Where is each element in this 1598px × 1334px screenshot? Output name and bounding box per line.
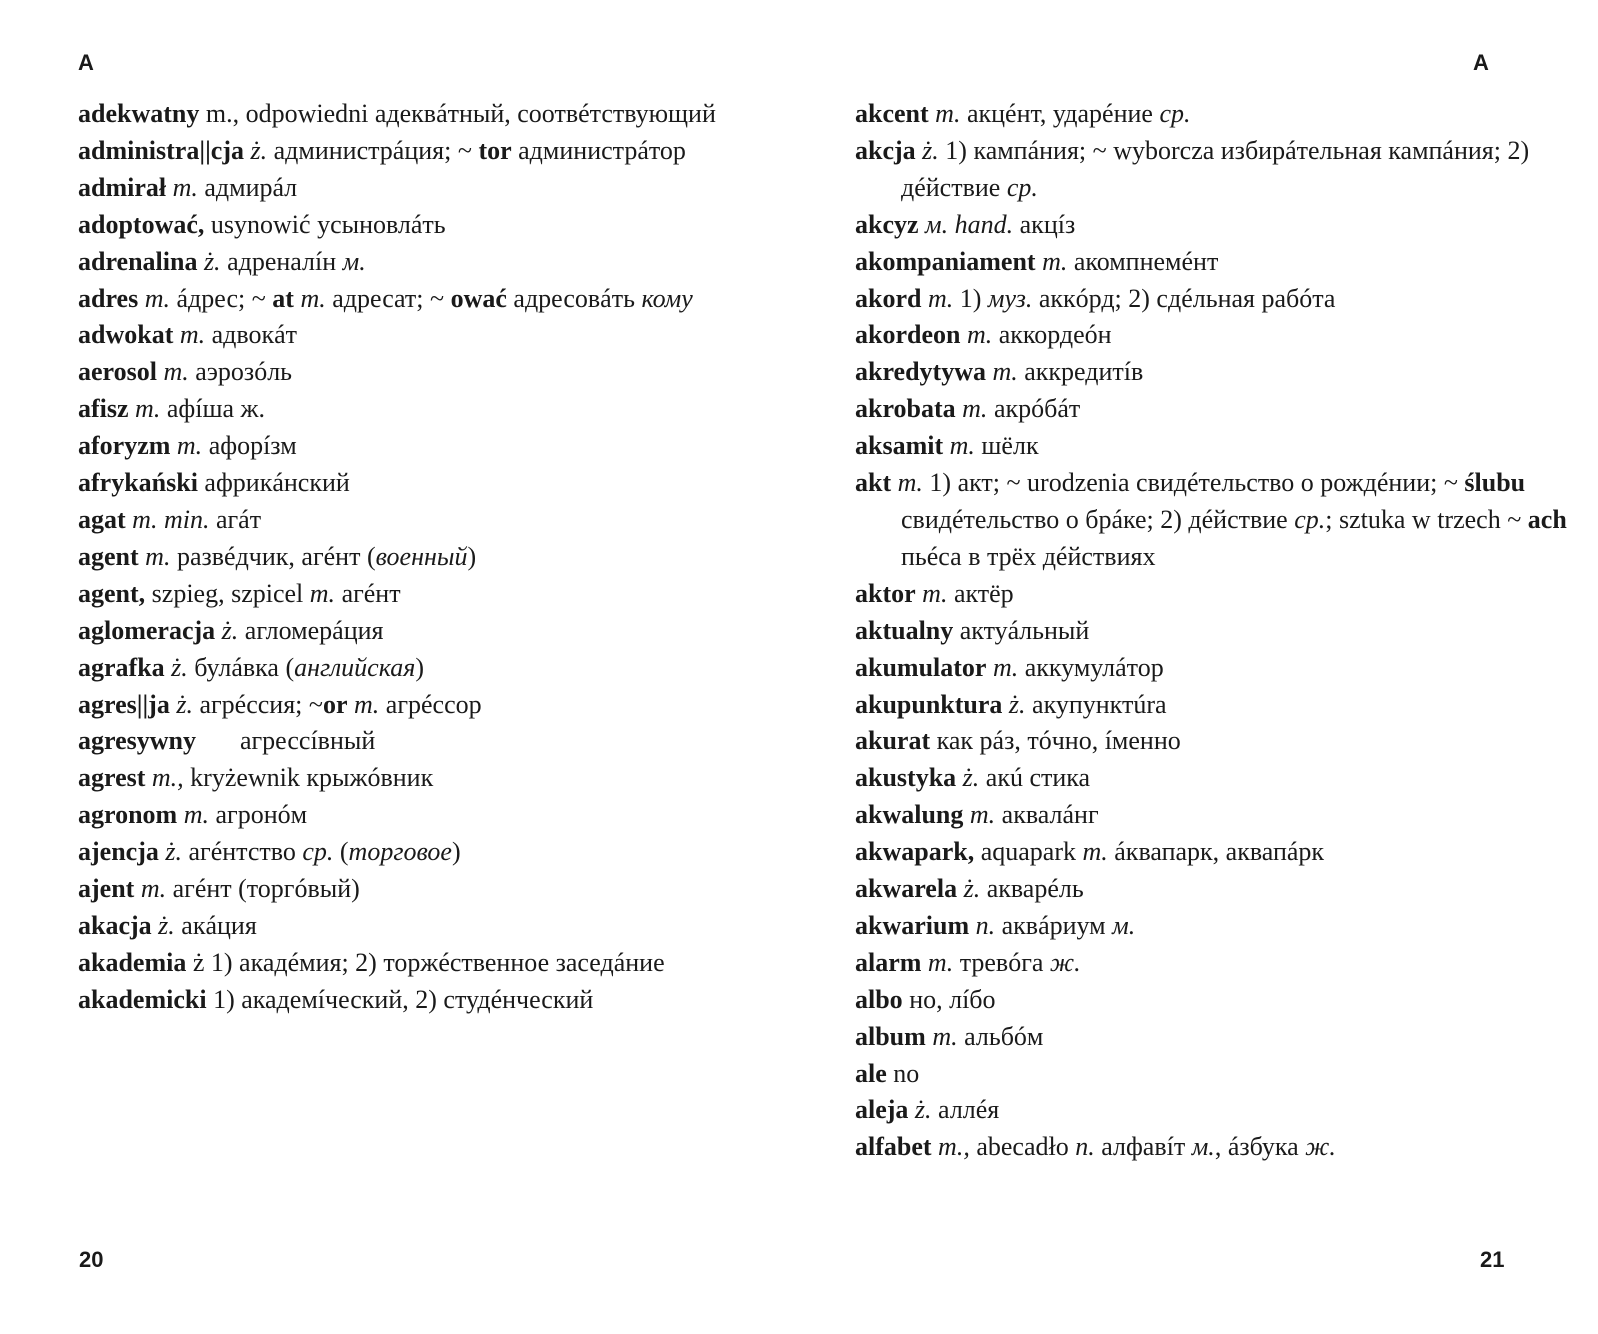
- grammar-label: ż.: [914, 1095, 932, 1125]
- grammar-label: м. hand.: [925, 209, 1014, 239]
- dictionary-entry: [78, 170, 768, 207]
- right-entries-list: [855, 96, 1575, 1166]
- headword: tor: [478, 135, 512, 165]
- translation-text: адвокáт: [205, 320, 298, 350]
- headword: akwalung: [855, 800, 964, 830]
- grammar-label: m. min.: [132, 504, 210, 534]
- translation-text: шёлк: [974, 431, 1039, 461]
- translation-text: агрéссия; ~: [192, 689, 323, 719]
- translation-text: агронóм: [208, 800, 308, 830]
- grammar-label: торговое: [348, 837, 452, 867]
- headword: akumulator: [855, 652, 987, 682]
- headword: akredytywa: [855, 357, 986, 387]
- headword: or: [322, 689, 348, 719]
- headword: akordeon: [855, 320, 961, 350]
- translation-text: администрáция; ~: [267, 135, 479, 165]
- grammar-label: m.: [932, 1021, 958, 1051]
- dictionary-entry: [855, 797, 1575, 834]
- translation-text: аэрозóль: [188, 357, 293, 387]
- dictionary-entry: [78, 908, 768, 945]
- translation-text: szpieg, szpicel: [145, 578, 310, 608]
- translation-text: 1) кампáния; ~ wyborcza избирáтельная кампáния; 2) дéйствие: [901, 135, 1530, 202]
- headword: aksamit: [855, 431, 944, 461]
- dictionary-entry: [78, 502, 768, 539]
- translation-text: ): [467, 541, 477, 571]
- right-page-number: 21: [1480, 1247, 1505, 1272]
- translation-text: аккредитíв: [1017, 357, 1144, 387]
- grammar-label: ж.: [1305, 1132, 1336, 1162]
- dictionary-entry: [855, 834, 1575, 871]
- headword: alarm: [855, 947, 922, 977]
- translation-text: аллéя: [931, 1095, 1000, 1125]
- dictionary-entry: [78, 391, 768, 428]
- translation-text: 1) акт; ~ urodzenia свидéтельство о рождéнии; ~: [922, 468, 1465, 498]
- translation-text: акцíз: [1013, 209, 1076, 239]
- translation-text: агломерáция: [238, 615, 384, 645]
- translation-text: развéдчик, агéнт (: [170, 541, 376, 571]
- dictionary-entry: [855, 687, 1575, 724]
- translation-text: акцéнт, ударéние: [960, 99, 1160, 128]
- dictionary-entry: [855, 650, 1575, 687]
- grammar-label: m.: [172, 172, 198, 202]
- grammar-label: m.: [992, 357, 1018, 387]
- dictionary-entry: [855, 391, 1575, 428]
- grammar-label: m.: [927, 947, 954, 977]
- dictionary-entry: [855, 465, 1575, 576]
- translation-text: но, лíбо: [902, 984, 996, 1014]
- grammar-label: м.: [1191, 1132, 1215, 1162]
- grammar-label: ż.: [165, 837, 182, 867]
- dictionary-entry: [78, 354, 768, 391]
- dictionary-entry: [855, 354, 1575, 391]
- headword: aforyzm: [78, 431, 171, 461]
- dictionary-entry: [855, 723, 1575, 760]
- left-header-letter: A: [78, 50, 94, 75]
- dictionary-entry: [78, 650, 768, 687]
- right-page: [790, 0, 1598, 1334]
- translation-text: адресовáть: [506, 283, 642, 313]
- translation-text: kryżewnik крыжóвник: [183, 763, 434, 793]
- translation-text: аккордеóн: [992, 320, 1112, 350]
- grammar-label: m.: [922, 578, 948, 608]
- grammar-label: ż.: [922, 135, 939, 165]
- translation-text: агéнт: [335, 578, 401, 608]
- headword: agrafka: [78, 652, 165, 682]
- dictionary-entry: [855, 982, 1575, 1019]
- headword: ale: [855, 1058, 887, 1088]
- grammar-label: m.: [176, 431, 203, 461]
- translation-text: áдрес; ~: [169, 283, 273, 313]
- dictionary-entry: [78, 982, 768, 1019]
- headword: akt: [855, 468, 892, 498]
- dictionary-entry: [78, 96, 768, 133]
- grammar-label: ż.: [158, 910, 175, 940]
- translation-text: акáция: [174, 910, 257, 940]
- grammar-label: m.: [183, 800, 209, 830]
- grammar-label: m.: [135, 394, 161, 424]
- grammar-label: ср.: [1159, 99, 1191, 128]
- grammar-label: m.: [935, 99, 961, 128]
- grammar-label: ж.: [1049, 947, 1081, 977]
- translation-text: африкáнский: [197, 468, 350, 498]
- headword: agent: [78, 541, 139, 571]
- translation-text: актёр: [947, 578, 1014, 608]
- headword: akurat: [855, 726, 931, 756]
- headword: akcyz: [855, 209, 919, 239]
- dictionary-entry: [78, 760, 768, 797]
- right-header-letter: A: [1473, 50, 1489, 75]
- dictionary-entry: [855, 613, 1575, 650]
- dictionary-entry: [78, 687, 768, 724]
- dictionary-entry: [855, 576, 1575, 613]
- grammar-label: m.: [145, 541, 171, 571]
- headword: adoptować,: [78, 209, 205, 239]
- grammar-label: ż.: [176, 689, 193, 719]
- grammar-label: ср.: [302, 837, 334, 867]
- translation-text: no: [886, 1058, 920, 1088]
- dictionary-entry: [78, 244, 768, 281]
- headword: akord: [855, 283, 922, 313]
- grammar-label: n.: [975, 910, 996, 940]
- headword: afrykański: [78, 468, 198, 498]
- translation-text: аккóрд; 2) сдéльная рабóта: [1032, 283, 1336, 313]
- dictionary-entry: [78, 834, 768, 871]
- headword: aleja: [855, 1095, 909, 1125]
- dictionary-entry: [855, 1019, 1575, 1056]
- translation-text: 1): [953, 283, 988, 313]
- grammar-label: m.: [969, 800, 996, 830]
- headword: agronom: [78, 800, 178, 830]
- translation-text: альбóм: [957, 1021, 1044, 1051]
- headword: akustyka: [855, 763, 957, 793]
- grammar-label: ср.: [1294, 504, 1326, 534]
- translation-text: m., odpowiedni адеквáтный, соотвéтствующий: [199, 99, 716, 128]
- grammar-label: m.: [962, 394, 988, 424]
- dictionary-entry: [855, 244, 1575, 281]
- dictionary-entry: [855, 207, 1575, 244]
- translation-text: агрéссор: [379, 689, 482, 719]
- dictionary-entry: [855, 428, 1575, 465]
- translation-text: актуáльный: [953, 615, 1090, 645]
- translation-text: ż 1) акадéмия; 2) торжéственное заседáние: [186, 947, 665, 977]
- grammar-label: ż.: [250, 135, 268, 165]
- grammar-label: m.,: [151, 763, 184, 793]
- translation-text: ): [451, 837, 461, 867]
- dictionary-entry: [78, 465, 768, 502]
- dictionary-entry: [855, 1129, 1575, 1166]
- translation-text: булáвка (: [187, 652, 295, 682]
- grammar-label: муз.: [987, 283, 1033, 313]
- dictionary-entry: [78, 133, 768, 170]
- headword: aktor: [855, 578, 916, 608]
- translation-text: ; sztuka w trzech ~: [1325, 504, 1528, 534]
- translation-text: 1) академíческий, 2) студéнческий: [206, 984, 594, 1014]
- translation-text: афíша ж.: [160, 394, 265, 424]
- headword: aktualny: [855, 615, 954, 645]
- grammar-label: ż.: [203, 246, 221, 276]
- translation-text: акú стика: [979, 763, 1091, 793]
- translation-text: áквапарк, аквапáрк: [1107, 837, 1325, 867]
- translation-text: акрóбáт: [987, 394, 1081, 424]
- headword: adekwatny: [78, 99, 200, 128]
- translation-text: алфавíт: [1094, 1132, 1192, 1162]
- headword: adwokat: [78, 320, 174, 350]
- headword: at: [272, 283, 294, 313]
- headword: akwarela: [855, 874, 958, 904]
- headword: admirał: [78, 172, 167, 202]
- translation-text: адресат; ~: [325, 283, 451, 313]
- dictionary-entry: [855, 281, 1575, 318]
- dictionary-entry: [78, 871, 768, 908]
- headword: adres: [78, 283, 139, 313]
- grammar-label: ср.: [1006, 172, 1038, 202]
- translation-text: акомпнемéнт: [1067, 246, 1219, 276]
- translation-text: акупунктúra: [1025, 689, 1167, 719]
- left-entries-list: [78, 96, 768, 1019]
- headword: ować: [450, 283, 507, 313]
- dictionary-entry: [78, 317, 768, 354]
- grammar-label: n.: [1075, 1132, 1095, 1162]
- headword: album: [855, 1021, 926, 1051]
- headword: akupunktura: [855, 689, 1003, 719]
- translation-text: , áзбука: [1214, 1132, 1306, 1162]
- grammar-label: m.: [897, 468, 923, 498]
- headword: akademia: [78, 947, 187, 977]
- translation-text: агéнт (торгóвый): [166, 874, 360, 904]
- grammar-label: английская: [294, 652, 416, 682]
- translation-text: аккумулáтор: [1018, 652, 1164, 682]
- headword: agres||ja: [78, 689, 170, 719]
- dictionary-entry: [78, 723, 768, 760]
- dictionary-entry: [78, 281, 768, 318]
- headword: agat: [78, 504, 126, 534]
- headword: agent,: [78, 578, 146, 608]
- left-page-number: 20: [79, 1247, 104, 1272]
- grammar-label: m.: [309, 578, 336, 608]
- dictionary-entry: [855, 1092, 1575, 1129]
- dictionary-entry: [78, 797, 768, 834]
- grammar-label: m.: [1042, 246, 1068, 276]
- grammar-label: m.: [163, 357, 189, 387]
- translation-text: агéнтство: [181, 837, 303, 867]
- grammar-label: кому: [641, 283, 693, 313]
- grammar-label: ż.: [962, 763, 980, 793]
- grammar-label: m.: [992, 652, 1019, 682]
- grammar-label: m.: [1082, 837, 1108, 867]
- translation-text: аквалáнг: [995, 800, 1099, 830]
- grammar-label: ż.: [171, 652, 188, 682]
- translation-text: usynowić усыновлáть: [204, 209, 446, 239]
- grammar-label: m.,: [938, 1132, 970, 1162]
- dictionary-entry: [855, 317, 1575, 354]
- headword: alfabet: [855, 1132, 932, 1162]
- dictionary-entry: [78, 613, 768, 650]
- dictionary-entry: [78, 539, 768, 576]
- grammar-label: m.: [144, 283, 170, 313]
- headword: administra||cja: [78, 135, 244, 165]
- dictionary-entry: [855, 945, 1575, 982]
- headword: agrest: [78, 763, 146, 793]
- translation-text: тревóга: [953, 947, 1050, 977]
- headword: akcja: [855, 135, 916, 165]
- translation-text: адреналíн: [220, 246, 343, 276]
- translation-text: aquapark: [974, 837, 1083, 867]
- translation-text: ): [415, 652, 424, 682]
- dictionary-entry: [78, 576, 768, 613]
- dictionary-entry: [855, 1056, 1575, 1093]
- headword: ajent: [78, 874, 135, 904]
- headword: akacja: [78, 910, 152, 940]
- translation-text: администрáтор: [511, 135, 686, 165]
- translation-text: (: [333, 837, 349, 867]
- headword: albo: [855, 984, 903, 1014]
- headword: akcent: [855, 99, 929, 128]
- dictionary-entry: [855, 96, 1575, 133]
- grammar-label: m.: [354, 689, 380, 719]
- dictionary-entry: [855, 133, 1575, 207]
- dictionary-entry: [855, 908, 1575, 945]
- grammar-label: ż.: [963, 874, 981, 904]
- grammar-label: м.: [342, 246, 366, 276]
- grammar-label: ż.: [1008, 689, 1026, 719]
- dictionary-entry: [78, 207, 768, 244]
- grammar-label: м.: [1112, 910, 1136, 940]
- translation-text: abecadło: [969, 1132, 1076, 1162]
- grammar-label: m.: [179, 320, 206, 350]
- headword: agresywny: [78, 726, 196, 756]
- grammar-label: m.: [927, 283, 954, 313]
- translation-text: аквáриум: [995, 910, 1113, 940]
- headword: ślubu: [1464, 468, 1526, 498]
- headword: akwarium: [855, 910, 970, 940]
- headword: akademicki: [78, 984, 207, 1014]
- headword: adrenalina: [78, 246, 198, 276]
- translation-text: свидéтельство о брáке; 2) дéйствие: [901, 504, 1295, 534]
- grammar-label: m.: [300, 283, 326, 313]
- headword: ajencja: [78, 837, 159, 867]
- headword: aerosol: [78, 357, 157, 387]
- headword: akwapark,: [855, 837, 975, 867]
- translation-text: адмирáл: [197, 172, 298, 202]
- headword: akrobata: [855, 394, 956, 424]
- headword: afisz: [78, 394, 129, 424]
- translation-text: акварéль: [980, 874, 1084, 904]
- dictionary-entry: [78, 428, 768, 465]
- translation-text: как рáз, тóчно, íменно: [930, 726, 1181, 756]
- grammar-label: m.: [966, 320, 993, 350]
- grammar-label: m.: [140, 874, 167, 904]
- grammar-label: ż.: [221, 615, 239, 645]
- dictionary-entry: [855, 760, 1575, 797]
- translation-text: агрессíвный: [239, 726, 376, 756]
- translation-text: пьéса в трёх дéйствиях: [901, 541, 1156, 571]
- translation-text: агáт: [209, 504, 262, 534]
- headword: aglomeracja: [78, 615, 216, 645]
- headword: akompaniament: [855, 246, 1036, 276]
- translation-text: афорíзм: [202, 431, 297, 461]
- grammar-label: военный: [375, 541, 468, 571]
- grammar-label: m.: [949, 431, 975, 461]
- left-page: [0, 0, 790, 1334]
- dictionary-entry: [855, 871, 1575, 908]
- headword: ach: [1527, 504, 1567, 534]
- dictionary-entry: [78, 945, 768, 982]
